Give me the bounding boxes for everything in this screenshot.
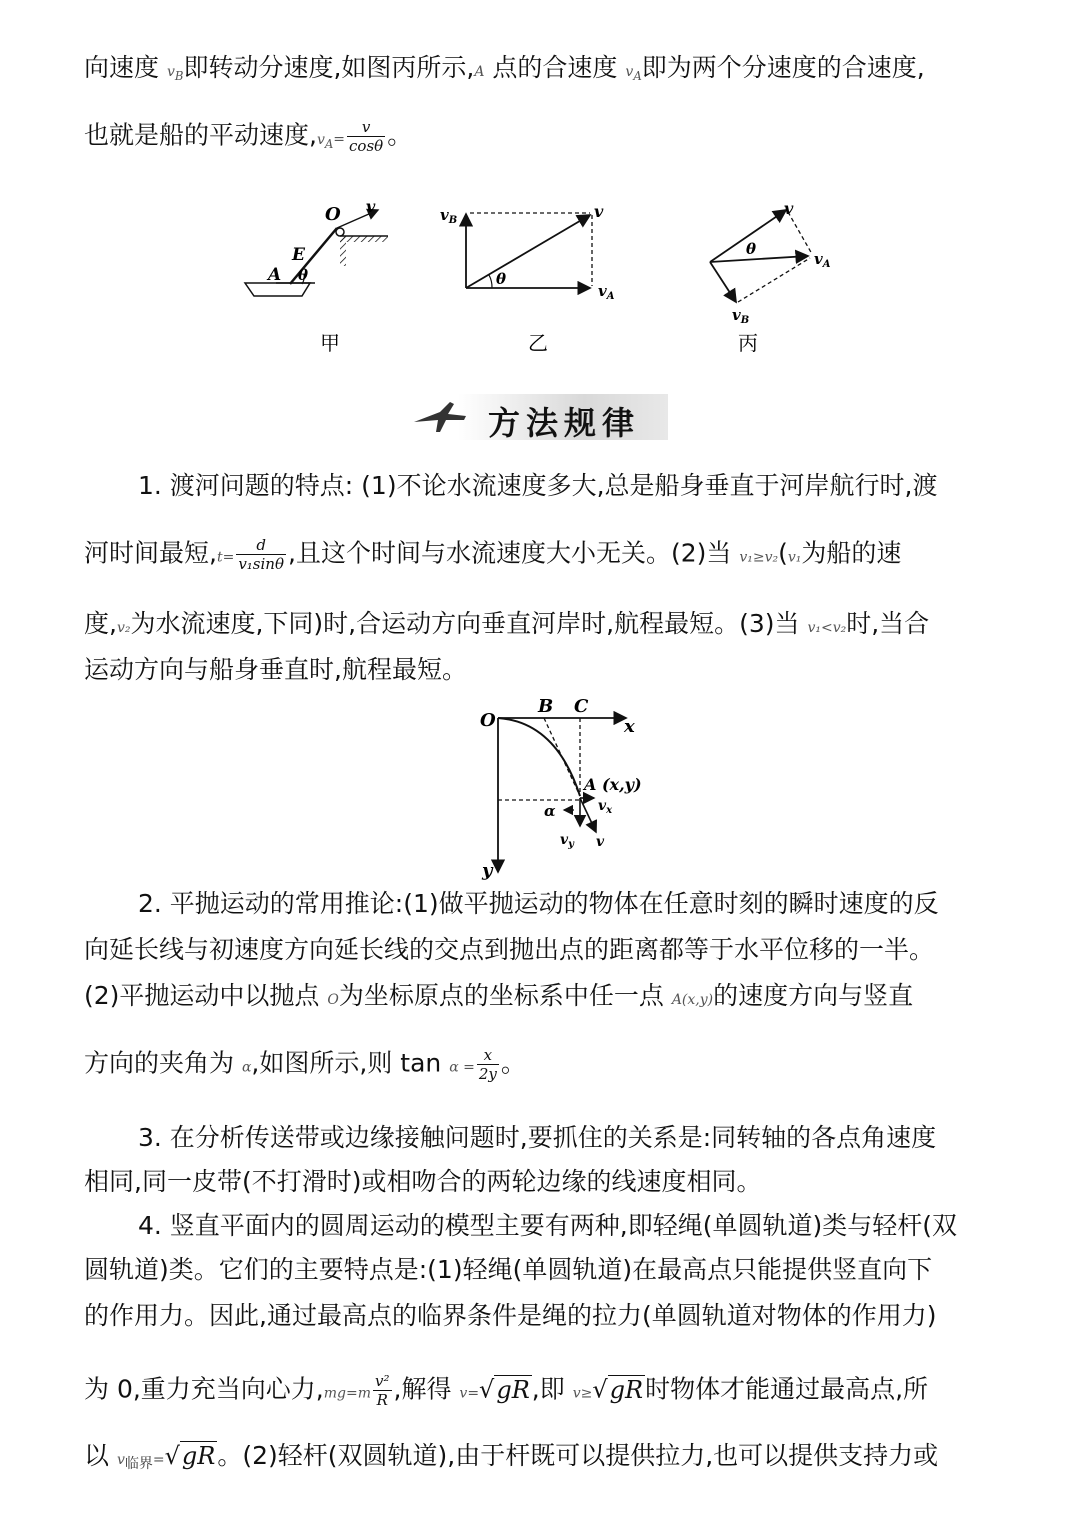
va-symbol: $v_A$ bbox=[625, 64, 642, 83]
v1-symbol: v₁ bbox=[787, 549, 802, 566]
p1-line-1: 1. 渡河问题的特点: (1)不论水流速度多大,总是船身垂直于河岸航行时,渡 bbox=[138, 471, 938, 500]
v-arrow bbox=[466, 215, 590, 288]
label-alpha: α bbox=[544, 802, 556, 820]
label-o: O bbox=[325, 204, 341, 225]
sqrt: √gR bbox=[592, 1375, 644, 1404]
figure-jia bbox=[240, 200, 400, 360]
p4-line-2: 圆轨道)类。它们的主要特点是:(1)轻绳(单圆轨道)在最高点只能提供竖直向下 bbox=[84, 1255, 933, 1284]
dashed-1 bbox=[788, 212, 812, 254]
label-y: y bbox=[482, 860, 493, 881]
p2-line-4: 方向的夹角为 α,如图所示,则 tan α = $\frac{x}{2y}$ 。 bbox=[84, 1046, 526, 1083]
projectile-figure bbox=[476, 692, 656, 882]
caption-jia: 甲 bbox=[320, 331, 340, 355]
fraction: $\frac{d}{\text{v₁sinθ}}$ bbox=[238, 536, 284, 573]
vb-symbol: $v_B$ bbox=[166, 64, 184, 83]
trajectory bbox=[498, 718, 580, 796]
label-o: O bbox=[480, 710, 496, 731]
p4-line-1: 4. 竖直平面内的圆周运动的模型主要有两种,即轻绳(单圆轨道)类与轻杆(双 bbox=[138, 1211, 958, 1240]
text: 向速度 bbox=[84, 53, 167, 82]
condition: v₁<v₂ bbox=[807, 620, 847, 636]
bank bbox=[340, 236, 388, 242]
label-b: B bbox=[538, 696, 554, 717]
mg-symbol: mg=m bbox=[323, 1385, 371, 1402]
label-vx: $v_x$ bbox=[598, 798, 613, 816]
alpha-symbol: α bbox=[241, 1059, 252, 1076]
label-x: x bbox=[624, 716, 635, 737]
equals: = bbox=[152, 1452, 165, 1468]
label-v: v bbox=[596, 834, 605, 850]
p2-line-3: (2)平抛运动中以抛点 O为坐标原点的坐标系中任一点 A(x,y)的速度方向与竖直 bbox=[84, 981, 914, 1010]
label-theta: θ bbox=[298, 266, 309, 284]
text: 也就是船的平动速度, bbox=[84, 120, 317, 150]
va-symbol: $v_A$ bbox=[316, 131, 334, 151]
text: 即转动分速度,如图丙所示, bbox=[183, 53, 475, 82]
banner-title: 方法规律 bbox=[488, 404, 641, 442]
intro-line-1 bbox=[84, 52, 925, 92]
fraction: $\frac{x}{2y}$ bbox=[478, 1046, 497, 1083]
v-symbol: v≥ bbox=[572, 1385, 593, 1402]
label-a: A bbox=[268, 265, 282, 285]
t-symbol: t= bbox=[216, 549, 235, 566]
text: 点的合速度 bbox=[484, 53, 626, 82]
p3-line-2: 相同,同一皮带(不打滑时)或相吻合的两轮边缘的线速度相同。 bbox=[84, 1167, 762, 1196]
v-crit-symbol: $v_{临界}$ bbox=[116, 1452, 153, 1472]
fraction: $\frac{v}{\cos\theta}$ bbox=[349, 118, 384, 155]
p3-line-1: 3. 在分析传送带或边缘接触问题时,要抓住的关系是:同转轴的各点角速度 bbox=[138, 1123, 937, 1152]
label-v: v bbox=[784, 199, 794, 218]
p4-line-4: 为 0,重力充当向心力,mg=m $\frac{\text{v²}}{R}$ ,解得 v=√gR,即 v≥√gR时物体才能通过最高点,所 bbox=[84, 1372, 929, 1409]
figure-yi bbox=[436, 200, 636, 360]
v-symbol: v= bbox=[459, 1385, 480, 1402]
label-va: $v_A$ bbox=[598, 282, 615, 302]
label-v: v bbox=[594, 202, 604, 221]
caption-yi: 乙 bbox=[528, 331, 548, 355]
airplane-icon bbox=[410, 398, 470, 436]
label-e: E bbox=[292, 245, 305, 265]
p1-line-3: 度,v₂为水流速度,下同)时,合运动方向垂直河岸时,航程最短。(3)当 v₁<v₂时,当合 bbox=[84, 609, 930, 638]
label-c: C bbox=[574, 696, 589, 717]
tangent-line bbox=[544, 718, 580, 796]
condition: v₁≥v₂ bbox=[739, 549, 779, 566]
label-vb: $v_B$ bbox=[732, 306, 750, 326]
section-banner bbox=[410, 394, 668, 440]
equals: = bbox=[333, 131, 346, 148]
label-theta: θ bbox=[496, 270, 507, 288]
dashed-2 bbox=[738, 258, 810, 302]
o-symbol: O bbox=[327, 992, 339, 1008]
fraction: $\frac{\text{v²}}{R}$ bbox=[375, 1372, 390, 1409]
v-arrow bbox=[580, 798, 596, 832]
pulley bbox=[336, 228, 344, 236]
text: 即为两个分速度的合速度, bbox=[641, 53, 925, 82]
label-a: A (x,y) bbox=[584, 775, 642, 794]
vb-arrow bbox=[710, 262, 736, 302]
v2-symbol: v₂ bbox=[116, 620, 131, 636]
label-v: v bbox=[366, 200, 376, 216]
point-a: A bbox=[474, 64, 485, 80]
p2-line-2: 向延长线与初速度方向延长线的交点到抛出点的距离都等于水平位移的一半。 bbox=[84, 935, 935, 964]
sqrt: √gR bbox=[479, 1375, 530, 1404]
figure-bing bbox=[690, 198, 850, 360]
intro-line-2 bbox=[84, 118, 412, 159]
alpha-symbol: α = bbox=[449, 1059, 475, 1076]
label-vy: $v_y$ bbox=[560, 832, 574, 850]
p4-line-5: 以 $v_{临界}=√gR$。(2)轻杆(双圆轨道),由于杆既可以提供拉力,也可以提供支持力或 bbox=[84, 1441, 939, 1472]
a-point: A(x,y) bbox=[671, 992, 714, 1008]
caption-bing: 丙 bbox=[738, 331, 758, 355]
p1-line-2: 河时间最短,t= $\frac{d}{\text{v₁sinθ}}$ ,且这个时间与水流速度大小无关。(2)当 v₁≥v₂(v₁为船的速 bbox=[84, 536, 902, 573]
label-theta: θ bbox=[746, 240, 757, 258]
label-vb: $v_B$ bbox=[440, 206, 458, 226]
text: 。 bbox=[387, 120, 413, 150]
label-va: $v_A$ bbox=[814, 250, 831, 270]
va-arrow bbox=[710, 256, 808, 262]
p2-line-1: 2. 平抛运动的常用推论:(1)做平抛运动的物体在任意时刻的瞬时速度的反 bbox=[138, 889, 939, 918]
p1-line-4: 运动方向与船身垂直时,航程最短。 bbox=[84, 655, 467, 684]
sqrt: √gR bbox=[164, 1442, 216, 1470]
p4-line-3: 的作用力。因此,通过最高点的临界条件是绳的拉力(单圆轨道对物体的作用力) bbox=[84, 1301, 937, 1330]
